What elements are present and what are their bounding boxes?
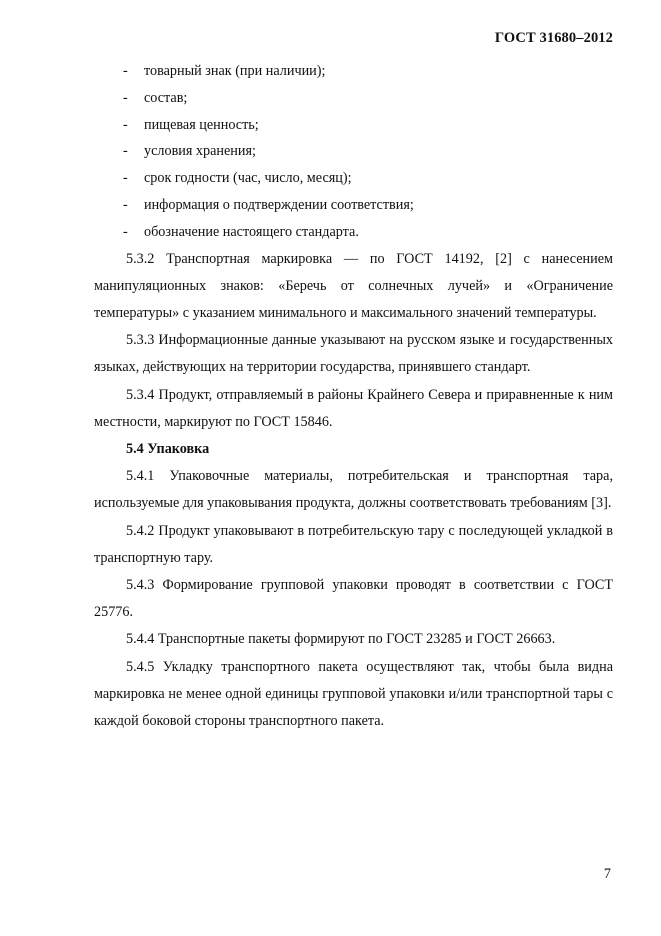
- standard-header: ГОСТ 31680–2012: [494, 30, 613, 46]
- page-number: 7: [603, 866, 611, 882]
- list-item: [94, 219, 613, 246]
- paragraph-5-4-2: 5.4.2 Продукт упаковывают в потребительскую тару с последующей укладкой в транспортную тару.: [94, 522, 613, 566]
- marking-list: [94, 58, 613, 246]
- list-item: [94, 192, 613, 219]
- paragraph-5-3-3: 5.3.3 Информационные данные указывают на русском языке и государственных языках, действующих на территории государства, принявшего стандарт.: [94, 332, 613, 376]
- list-item-text: условия хранения;: [144, 143, 256, 160]
- list-dash: -: [123, 116, 128, 133]
- list-dash: -: [123, 170, 128, 187]
- list-item-text: состав;: [144, 89, 188, 106]
- list-item: [94, 85, 613, 112]
- page-content: [94, 58, 613, 735]
- list-dash: -: [123, 63, 128, 79]
- list-dash: -: [123, 223, 128, 240]
- list-item: [94, 58, 613, 85]
- paragraph-5-4-4: 5.4.4 Транспортные пакеты формируют по ГОСТ 23285 и ГОСТ 26663.: [126, 631, 556, 648]
- paragraph-5-4-1: 5.4.1 Упаковочные материалы, потребительская и транспортная тара, используемые для упаковывания продукта, должны соответствовать требованиям [3].: [94, 468, 613, 512]
- list-item-text: обозначение настоящего стандарта.: [144, 223, 359, 240]
- paragraph-5-3-4: 5.3.4 Продукт, отправляемый в районы Крайнего Севера и приравненные к ним местности, маркируют по ГОСТ 15846.: [94, 386, 613, 430]
- paragraph-5-4-3: 5.4.3 Формирование групповой упаковки проводят в соответствии с ГОСТ 25776.: [94, 577, 613, 621]
- list-item: [94, 165, 613, 192]
- list-dash: -: [123, 196, 128, 213]
- list-dash: -: [123, 143, 128, 160]
- list-item-text: пищевая ценность;: [144, 116, 259, 133]
- paragraph-5-3-2: 5.3.2 Транспортная маркировка — по ГОСТ 14192, [2] с нанесением манипуляционных знаков: «Беречь от солнечных лучей» и «Ограничение температуры» с указанием минимального и максимального значений температуры.: [94, 250, 613, 321]
- list-item-text: товарный знак (при наличии);: [144, 63, 326, 79]
- list-item-text: срок годности (час, число, месяц);: [144, 170, 352, 187]
- paragraph-5-4-5: 5.4.5 Укладку транспортного пакета осуществляют так, чтобы была видна маркировка не менее одной единицы групповой упаковки и/или транспортной тары с каждой боковой стороны транспортного пакета.: [94, 658, 613, 730]
- section-title-5-4: 5.4 Упаковка: [126, 441, 210, 457]
- list-item: [94, 112, 613, 139]
- list-dash: -: [123, 89, 128, 106]
- list-item-text: информация о подтверждении соответствия;: [144, 196, 414, 213]
- list-item: [94, 138, 613, 165]
